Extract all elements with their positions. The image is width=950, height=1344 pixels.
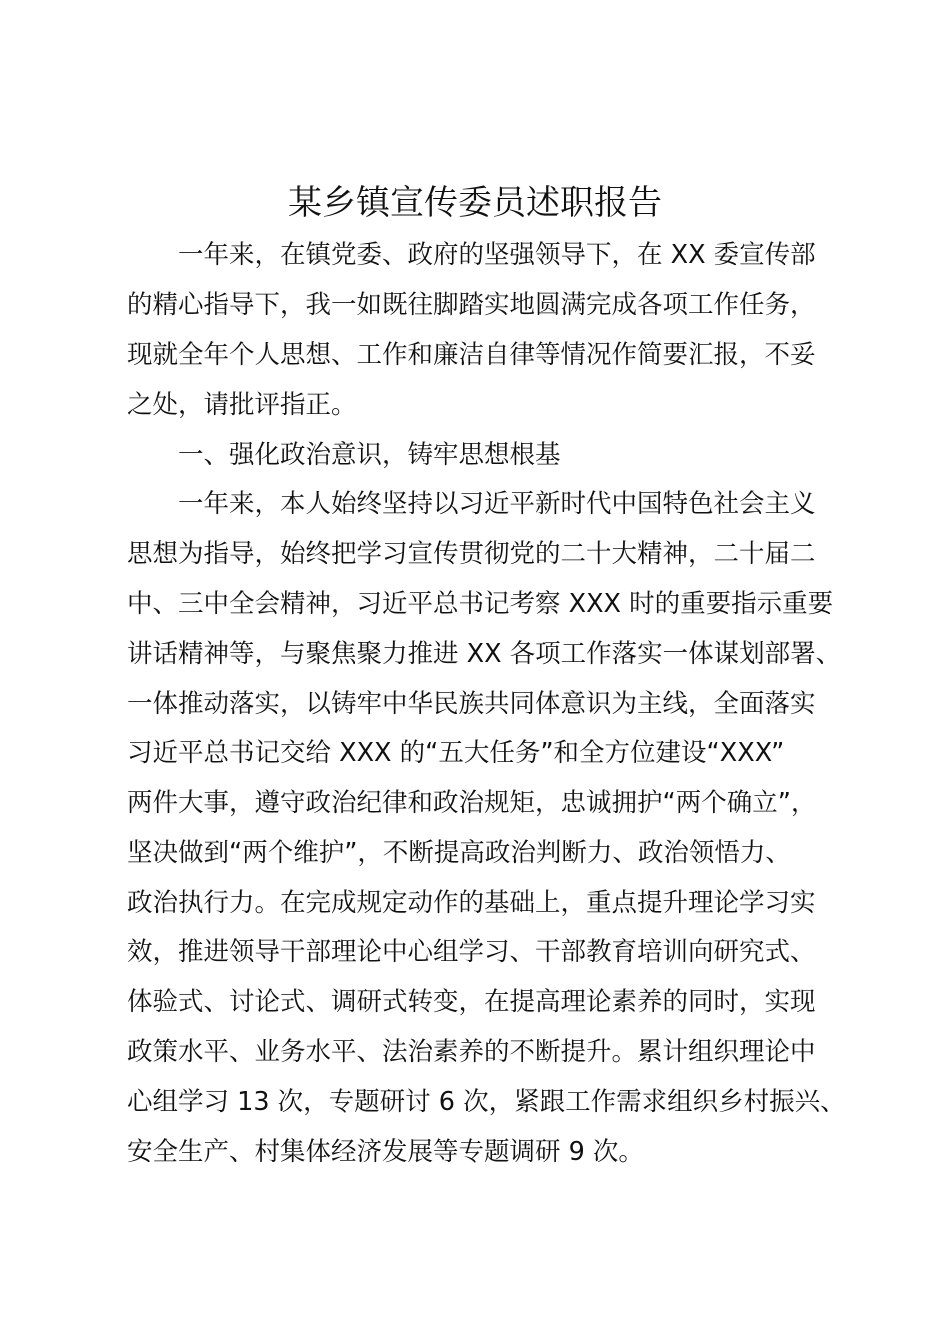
- paragraph-line: 的精心指导下，我一如既往脚踏实地圆满完成各项工作任务，: [127, 290, 816, 320]
- paragraph-line: 一年来，在镇党委、政府的坚强领导下，在 XX 委宣传部: [178, 240, 816, 270]
- paragraph-line: 安全生产、村集体经济发展等专题调研 9 次。: [127, 1137, 644, 1167]
- paragraph-line: 之处，请批评指正。: [127, 390, 357, 420]
- paragraph-line: 两件大事，遵守政治纪律和政治规矩，忠诚拥护“两个确立”，: [127, 788, 817, 818]
- paragraph-line: 政策水平、业务水平、法治素养的不断提升。累计组织理论中: [127, 1037, 816, 1067]
- paragraph-line: 体验式、讨论式、调研式转变，在提高理论素养的同时，实现: [127, 987, 816, 1017]
- paragraph-line: 效，推进领导干部理论中心组学习、干部教育培训向研究式、: [127, 937, 816, 967]
- document-title: 某乡镇宣传委员述职报告: [288, 183, 662, 223]
- paragraph-line: 心组学习 13 次，专题研讨 6 次，紧跟工作需求组织乡村振兴、: [127, 1087, 846, 1117]
- paragraph-line: 政治执行力。在完成规定动作的基础上，重点提升理论学习实: [127, 888, 816, 918]
- paragraph-line: 一年来，本人始终坚持以习近平新时代中国特色社会主义: [178, 489, 816, 519]
- paragraph-line: 坚决做到“两个维护”，不断提高政治判断力、政治领悟力、: [127, 838, 791, 868]
- paragraph-line: 讲话精神等，与聚焦聚力推进 XX 各项工作落实一体谋划部署、: [127, 639, 842, 669]
- paragraph-line: 一体推动落实，以铸牢中华民族共同体意识为主线，全面落实: [127, 689, 816, 719]
- paragraph-line: 现就全年个人思想、工作和廉洁自律等情况作简要汇报，不妥: [127, 340, 816, 370]
- paragraph-line: 中、三中全会精神，习近平总书记考察 XXX 时的重要指示重要: [127, 589, 834, 619]
- paragraph-line: 思想为指导，始终把学习宣传贯彻党的二十大精神，二十届二: [127, 539, 816, 569]
- paragraph-line: 习近平总书记交给 XXX 的“五大任务”和全方位建设“XXX”: [127, 738, 785, 768]
- section-heading: 一、强化政治意识，铸牢思想根基: [178, 440, 561, 470]
